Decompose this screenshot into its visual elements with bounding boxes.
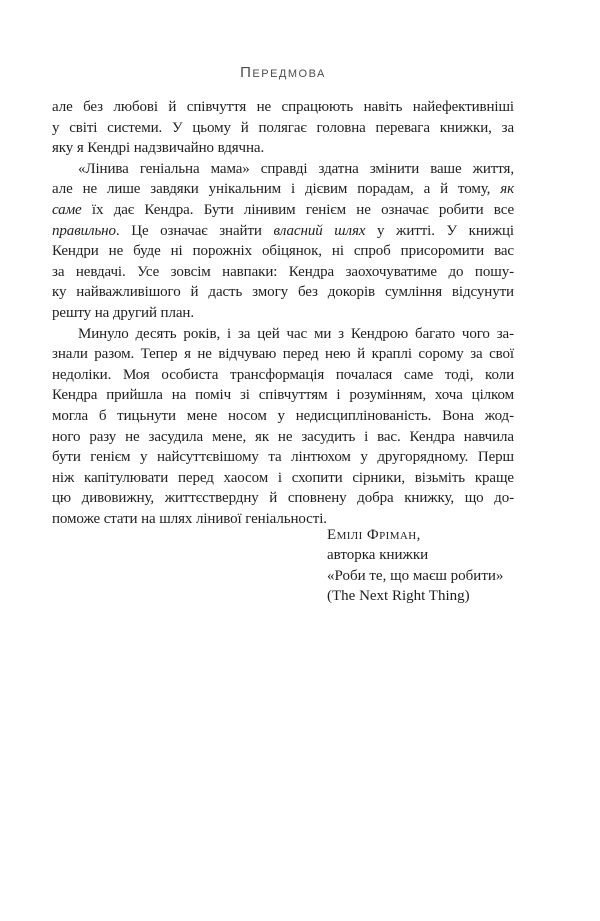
text-segment: Кендра прийшла на поміч зі співчуттям і розумінням, хоча цілком <box>52 387 514 404</box>
text-segment: яку я Кендрі надзвичайно вдячна. <box>52 140 265 157</box>
signature-block <box>327 525 503 607</box>
signature-author: Емілі Фріман, <box>327 527 421 543</box>
text-line <box>52 97 514 118</box>
signature-book-title-original: (The Next Right Thing) <box>327 588 470 605</box>
text-line <box>52 385 514 406</box>
text-segment: бути генієм у найсуттєвішому та лінтюхом у другорядному. Перш <box>52 449 514 466</box>
text-segment: знали разом. Тепер я не відчуваю перед нею й краплі сорому за свої <box>52 346 514 363</box>
text-segment: решту на другий план. <box>52 304 194 321</box>
text-segment: Минуло десять років, і за цей час ми з Кендрою багато чого за- <box>78 325 514 342</box>
text-line <box>52 179 514 200</box>
text-line <box>52 241 514 262</box>
text-line <box>52 159 514 180</box>
text-line <box>52 344 514 365</box>
text-segment: у житті. У книжці <box>365 222 514 239</box>
italic-text-segment: власний шлях <box>273 222 366 239</box>
text-segment: але не лише завдяки унікальним і дієвим порадам, а й тому, <box>52 181 501 198</box>
text-line <box>52 324 514 345</box>
text-segment: недоліки. Моя особиста трансформація почалася саме тоді, коли <box>52 366 514 383</box>
text-segment: «Лінива геніальна мама» справді здатна змінити ваше життя, <box>78 160 514 177</box>
text-segment: ку найважливішого й дасть змогу без докорів сумління відсунути <box>52 284 514 301</box>
text-segment: у світі системи. У цьому й полягає головна перевага книжки, за <box>52 119 514 136</box>
text-line <box>52 138 514 159</box>
text-line <box>52 262 514 283</box>
text-segment: Кендри не буде ні порожніх обіцянок, ні спроб присоромити вас <box>52 243 514 260</box>
signature-book-title: «Роби те, що маєш робити» <box>327 567 504 584</box>
running-head <box>52 64 514 81</box>
text-line <box>52 303 514 324</box>
text-segment: поможе стати на шлях лінивої геніальності. <box>52 510 327 527</box>
text-line <box>52 468 514 489</box>
text-line <box>52 406 514 427</box>
italic-text-segment: як <box>500 181 514 198</box>
text-line <box>52 365 514 386</box>
text-segment: їх дає Кендра. Бути лінивим генієм не означає робити все <box>81 201 514 218</box>
text-segment: за невдачі. Усе зовсім навпаки: Кендра заохочуватиме до пошу- <box>52 263 514 280</box>
italic-text-segment: правильно <box>52 222 116 239</box>
text-line <box>52 282 514 303</box>
text-line <box>52 200 514 221</box>
text-line <box>52 427 514 448</box>
body-text <box>52 97 514 529</box>
text-segment: ніж капітулювати перед хаосом і схопити сірники, візьміть краще <box>52 469 514 486</box>
text-segment: . Це означає знайти <box>115 222 274 239</box>
signature-role: авторка книжки <box>327 547 429 564</box>
text-line <box>52 447 514 468</box>
chapter-title: Передмова <box>240 64 326 81</box>
text-line <box>52 488 514 509</box>
text-segment: цю дивовижну, життєствердну й сповнену добра книжку, що до- <box>52 490 514 507</box>
italic-text-segment: саме <box>52 201 82 218</box>
text-segment: але без любові й співчуття не спрацюють навіть найефективніші <box>52 99 514 115</box>
text-segment: ного разу не засудила мене, як не засудить і вас. Кендра навчила <box>52 428 514 445</box>
text-segment: могла б тицьнути мене носом у недисциплінованість. Вона жод- <box>52 407 514 424</box>
text-line <box>52 118 514 139</box>
text-line <box>52 221 514 242</box>
